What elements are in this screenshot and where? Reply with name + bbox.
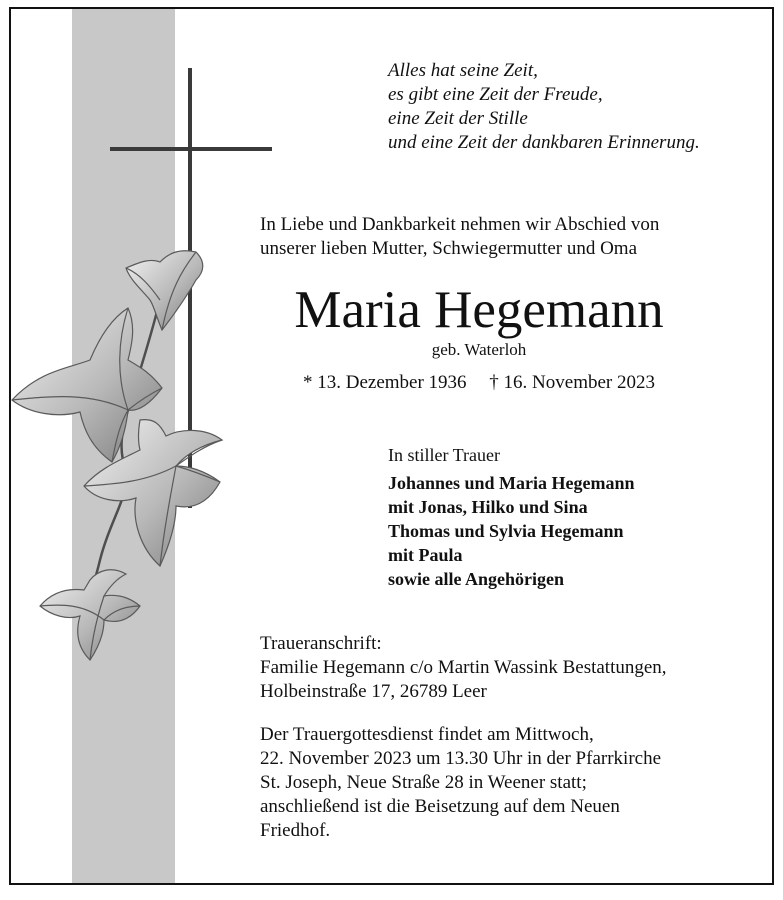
mourner-line: sowie alle Angehörigen (388, 569, 564, 589)
mourners-block (388, 443, 635, 591)
funeral-service-info (260, 723, 661, 843)
poem-line: eine Zeit der Stille (388, 108, 528, 129)
death-date: † 16. November 2023 (489, 372, 655, 393)
poem-line: Alles hat seine Zeit, (388, 60, 538, 81)
mourning-lead: In stiller Trauer (388, 445, 500, 465)
service-line: Der Trauergottesdienst findet am Mittwoch, (260, 724, 594, 745)
address-line: Familie Hegemann c/o Martin Wassink Bestattungen, (260, 657, 667, 678)
service-line: 22. November 2023 um 13.30 Uhr in der Pfarrkirche (260, 748, 662, 769)
service-line: St. Joseph, Neue Straße 28 in Weener statt; (260, 772, 587, 793)
life-dates (244, 371, 714, 395)
intro-line: unserer lieben Mutter, Schwiegermutter und Oma (260, 238, 638, 259)
service-line: Friedhof. (260, 820, 331, 841)
mourner-line: Johannes und Maria Hegemann (388, 473, 635, 493)
address-line: Holbeinstraße 17, 26789 Leer (260, 681, 487, 702)
mourner-line: mit Jonas, Hilko und Sina (388, 497, 588, 517)
maiden-name: geb. Waterloh (431, 340, 527, 359)
address-line: Traueranschrift: (260, 633, 382, 654)
birth-date: * 13. Dezember 1936 (302, 372, 467, 393)
deceased-name: Maria Hegemann (294, 281, 664, 339)
intro-line: In Liebe und Dankbarkeit nehmen wir Abschied von (260, 214, 660, 235)
mourner-line: mit Paula (388, 545, 463, 565)
mourning-address (260, 632, 667, 704)
poem-line: und eine Zeit der dankbaren Erinnerung. (388, 132, 700, 153)
farewell-intro (260, 213, 659, 261)
mourner-line: Thomas und Sylvia Hegemann (388, 521, 624, 541)
poem-line: es gibt eine Zeit der Freude, (388, 84, 603, 105)
service-line: anschließend ist die Beisetzung auf dem Neuen (260, 796, 620, 817)
poem (388, 59, 700, 155)
